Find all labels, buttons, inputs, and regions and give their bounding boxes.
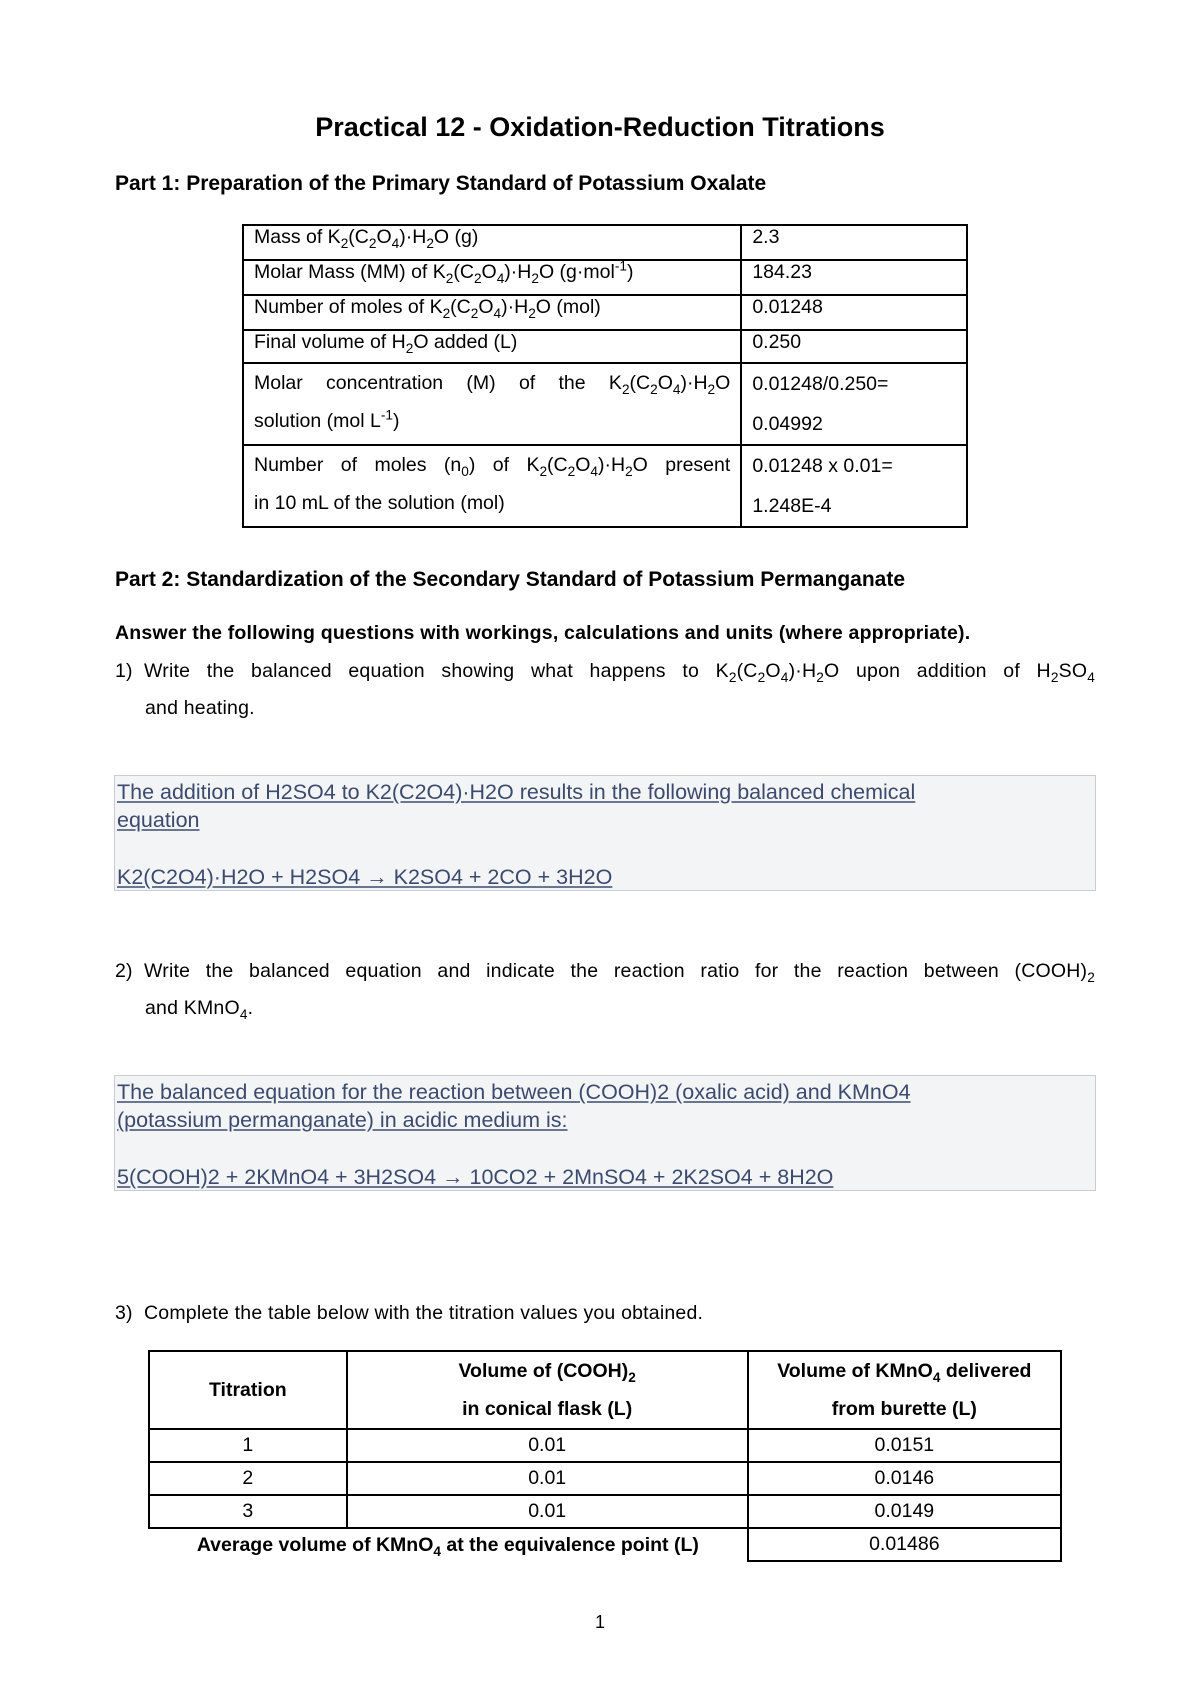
table-cell-label: Number of moles $(n_0)$ of $K_2(C_2O_4)\cdot H_2O$ present in 10 mL of the solution (mol) (243, 445, 741, 527)
table-cell: 1 (149, 1429, 347, 1462)
average-value: 0.01486 (748, 1528, 1061, 1561)
question-text: Write the balanced equation and indicate the reaction ratio for the reaction between $(COOH)_2$ (144, 960, 1095, 985)
table-row (243, 445, 967, 527)
part1-heading: Part 1: Preparation of the Primary Standard of Potassium Oxalate (115, 172, 767, 195)
answer-text: (potassium permanganate) in acidic medium is: (117, 1108, 568, 1132)
table-cell: 0.01 (347, 1495, 748, 1528)
answer-box-1[interactable] (114, 775, 1096, 891)
value-line: 0.04992 (752, 413, 823, 435)
table-cell-label: Molar concentration (M) of the $K_2(C_2O_4)\cdot H_2O$ solution (mol $L^{-1}$) (243, 363, 741, 445)
column-header: Volume of $(COOH)_2$ in conical flask (L) (347, 1351, 748, 1429)
table-cell-value (741, 363, 967, 445)
table-cell: 0.0146 (748, 1462, 1061, 1495)
question-2 (115, 960, 1095, 1020)
table-row (243, 330, 967, 363)
table-header-row (149, 1351, 1061, 1429)
question-text-line2: and heating. (145, 697, 255, 719)
question-text: Write the balanced equation showing what happens to $K_2(C_2O_4)\cdot H_2O$ upon addition of $H_2SO_4$ (144, 660, 1095, 685)
table-cell-value: 184.23 (741, 260, 967, 295)
table-row (149, 1462, 1061, 1495)
answer-text: The balanced equation for the reaction between (COOH)2 (oxalic acid) and KMnO4 (117, 1080, 911, 1104)
question-number: 1) (115, 660, 133, 682)
table-cell: 0.01 (347, 1462, 748, 1495)
answer-equation: 5(COOH)2 + 2KMnO4 + 3H2SO4 → 10CO2 + 2MnSO4 + 2K2SO4 + 8H2O (117, 1165, 834, 1189)
table-cell-label: Molar Mass (MM) of $K_2(C_2O_4)\cdot H_2O$ (g·mol$^{-1}$) (243, 260, 741, 295)
answer-equation: K2(C2O4)·H2O + H2SO4 → K2SO4 + 2CO + 3H2O (117, 865, 613, 889)
table-cell-label: Final volume of $H_2O$ added (L) (243, 330, 741, 363)
table-cell: 0.0149 (748, 1495, 1061, 1528)
table-row (243, 295, 967, 330)
table-cell-value: 0.250 (741, 330, 967, 363)
table-row (149, 1429, 1061, 1462)
question-text: Complete the table below with the titration values you obtained. (144, 1302, 704, 1324)
answer-text: equation (117, 808, 200, 832)
table-cell-value (741, 445, 967, 527)
table-row (243, 225, 967, 260)
question-number: 2) (115, 960, 133, 982)
table-cell: 2 (149, 1462, 347, 1495)
instructions: Answer the following questions with workings, calculations and units (where appropriate). (115, 622, 971, 644)
table-cell-label: Number of moles of $K_2(C_2O_4)\cdot H_2O$ (mol) (243, 295, 741, 330)
column-header: Volume of KMnO$_4$ delivered from burette (L) (748, 1351, 1061, 1429)
answer-box-2[interactable] (114, 1075, 1096, 1191)
average-label: Average volume of KMnO$_4$ at the equivalence point (L) (196, 1533, 699, 1559)
answer-text: The addition of H2SO4 to K2(C2O4)·H2O results in the following balanced chemical (117, 780, 916, 804)
page-title: Practical 12 - Oxidation-Reduction Titrations (315, 112, 885, 142)
table-row-average (149, 1528, 1061, 1561)
table-cell-label: Mass of $K_2(C_2O_4)\cdot H_2O$ (g) (243, 225, 741, 260)
value-line: 1.248E-4 (752, 495, 832, 517)
table-cell: 0.0151 (748, 1429, 1061, 1462)
column-header: Titration (149, 1351, 347, 1429)
question-1 (115, 660, 1095, 720)
value-line: 0.01248/0.250= (752, 373, 889, 395)
question-text-line2: and KMnO$_4$. (145, 997, 254, 1022)
question-number: 3) (115, 1302, 133, 1324)
titration-table (148, 1350, 1062, 1562)
table-cell-value: 2.3 (741, 225, 967, 260)
table-row (149, 1495, 1061, 1528)
part1-table (242, 224, 968, 528)
page-number: 1 (594, 1612, 605, 1632)
question-3 (115, 1302, 703, 1325)
part2-heading: Part 2: Standardization of the Secondary Standard of Potassium Permanganate (115, 568, 906, 591)
table-row (243, 363, 967, 445)
value-line: 0.01248 x 0.01= (752, 455, 893, 477)
table-cell: 3 (149, 1495, 347, 1528)
table-cell: 0.01 (347, 1429, 748, 1462)
table-row (243, 260, 967, 295)
table-cell-value: 0.01248 (741, 295, 967, 330)
